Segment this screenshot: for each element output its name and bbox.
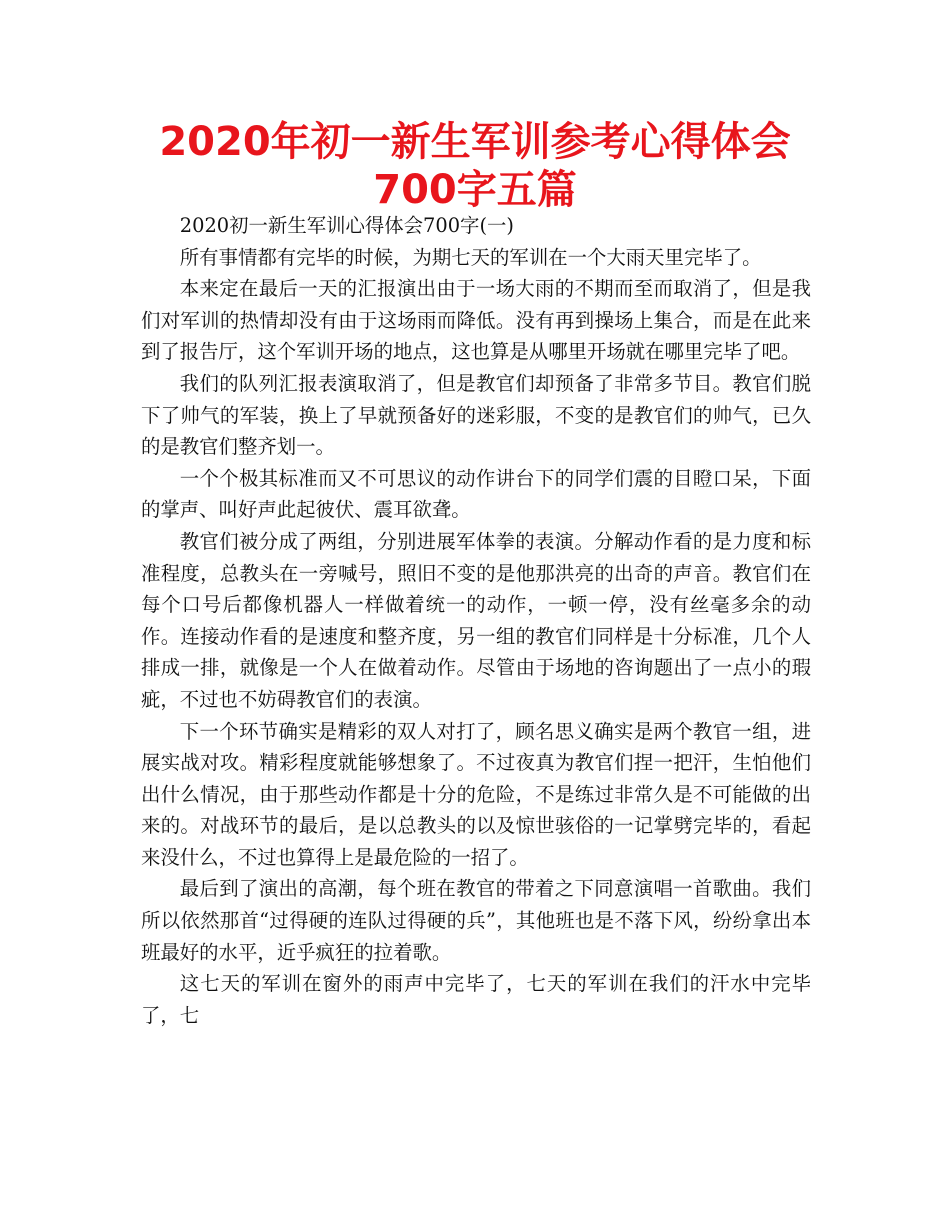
paragraph: 一个个极其标准而又不可思议的动作讲台下的同学们震的目瞪口呆，下面的掌声、叫好声此起彼伏、震耳欲聋。 xyxy=(141,466,811,522)
paragraph: 这七天的军训在窗外的雨声中完毕了，七天的军训在我们的汗水中完毕了，七 xyxy=(141,972,811,1027)
paragraph: 下一个环节确实是精彩的双人对打了，顾名思义确实是两个教官一组，进展实战对攻。精彩程度就能够想象了。不过夜真为教官们捏一把汗，生怕他们出什么情况，由于那些动作都是十分的危险，不是练过非常久是不可能做的出来的。对战环节的最后，是以总教头的以及惊世骇俗的一记掌劈完毕的，看起来没什么，不过也算得上是最危险的一招了。 xyxy=(141,719,811,869)
paragraph: 我们的队列汇报表演取消了，但是教官们却预备了非常多节目。教官们脱下了帅气的军装，换上了早就预备好的迷彩服，不变的是教官们的帅气，已久的是教官们整齐划一。 xyxy=(141,371,811,459)
article-body xyxy=(141,210,811,1031)
paragraph: 本来定在最后一天的汇报演出由于一场大雨的不期而至而取消了，但是我们对军训的热情却没有由于这场雨而降低。没有再到操场上集合，而是在此来到了报告厅，这个军训开场的地点，这也算是从哪里开场就在哪里完毕了吧。 xyxy=(141,277,811,364)
page-title: 2020年初一新生军训参考心得体会700字五篇 xyxy=(159,119,791,213)
paragraph: 所有事情都有完毕的时候，为期七天的军训在一个大雨天里完毕了。 xyxy=(179,245,762,269)
paragraph: 最后到了演出的高潮，每个班在教官的带着之下同意演唱一首歌曲。我们所以依然那首“过得硬的连队过得硬的兵”，其他班也是不落下风，纷纷拿出本班最好的水平，近乎疯狂的拉着歌。 xyxy=(141,877,811,964)
paragraph-subtitle: 2020初一新生军训心得体会700字(一) xyxy=(179,214,514,237)
paragraph: 教官们被分成了两组，分别进展军体拳的表演。分解动作看的是力度和标准程度，总教头在一旁喊号，照旧不变的是他那洪亮的出奇的声音。教官们在每个口号后都像机器人一样做着统一的动作，一顿一停，没有丝毫多余的动作。连接动作看的是速度和整齐度，另一组的教官们同样是十分标准，几个人排成一排，就像是一个人在做着动作。尽管由于场地的咨询题出了一点小的瑕疵，不过也不妨碍教官们的表演。 xyxy=(141,529,811,711)
